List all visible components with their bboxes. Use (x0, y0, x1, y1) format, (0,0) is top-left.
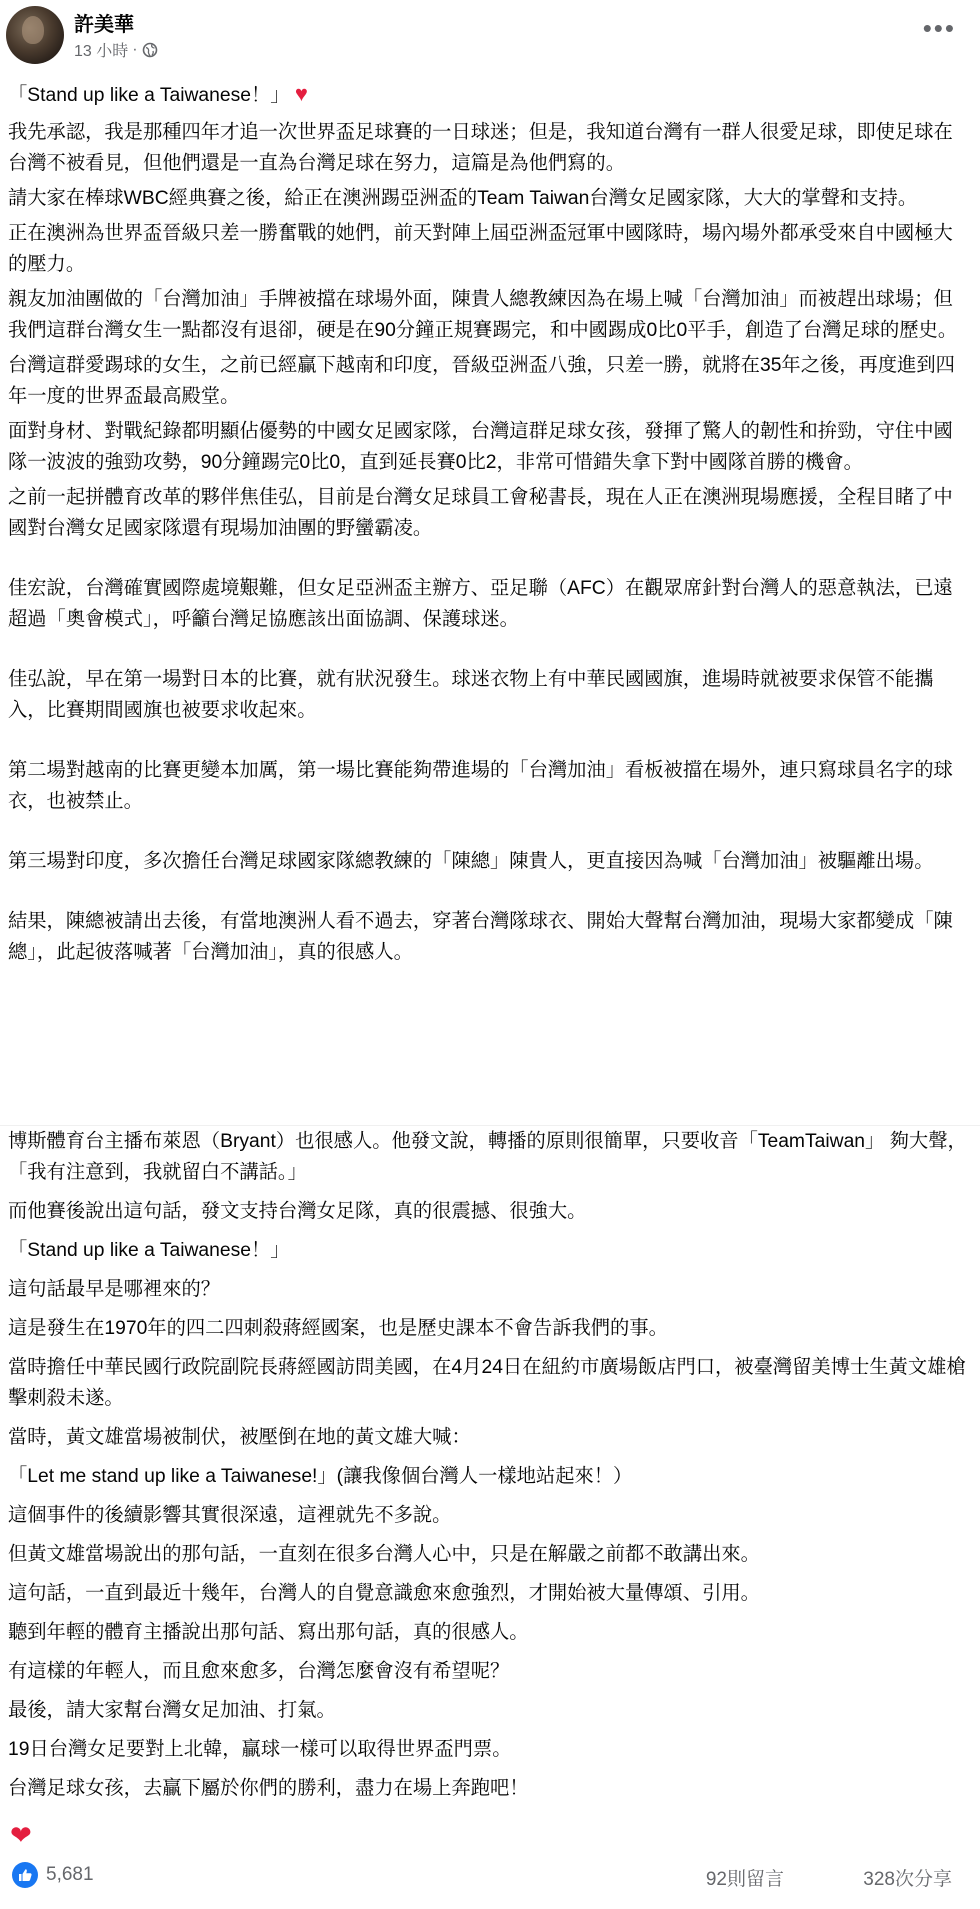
quote-paragraph: 這是發生在1970年的四二四刺殺蔣經國案，也是歷史課本不會告訴我們的事。 (8, 1318, 668, 1339)
heart-emoji-icon: ♥ (294, 81, 308, 106)
post-paragraph: 佳弘說，早在第一場對日本的比賽，就有狀況發生。球迷衣物上有中華民國國旗，進場時就被要求保管不能攜入，比賽期間國旗也被要求收起來。 (8, 669, 934, 721)
quote-paragraph: 但黃文雄當場說出的那句話，一直刻在很多台灣人心中，只是在解嚴之前都不敢講出來。 (8, 1544, 760, 1565)
quote-paragraph: 「Let me stand up like a Taiwanese!」(讓我像個台灣人一樣地站起來！） (8, 1466, 633, 1487)
quote-paragraph: 這個事件的後續影響其實很深遠，這裡就先不多說。 (8, 1505, 452, 1526)
comment-count[interactable]: 92則留言 (705, 1869, 784, 1890)
quote-paragraph: 當時擔任中華民國行政院副院長蔣經國訪問美國，在4月24日在紐約市廣場飯店門口，被臺灣留美博士生黃文雄槍擊刺殺未遂。 (8, 1357, 966, 1409)
post-paragraph: 佳宏說，台灣確實國際處境艱難，但女足亞洲盃主辦方、亞足聯（AFC）在觀眾席針對台灣人的惡意執法，已遠超過「奧會模式」，呼籲台灣足協應該出面協調、保護球迷。 (8, 578, 953, 630)
headline-quote: 「Stand up like a Taiwanese！」 (8, 85, 290, 106)
post-paragraph: 親友加油團做的「台灣加油」手牌被擋在球場外面，陳貴人總教練因為在場上喊「台灣加油」而被趕出球場；但我們這群台灣女生一點都沒有退卻，硬是在90分鐘正規賽踢完，和中國踢成0比0平手，創造了台灣足球的歷史。 (8, 289, 958, 341)
reactions-bar (0, 1856, 980, 1896)
post-paragraph: 請大家在棒球WBC經典賽之後，給正在澳洲踢亞洲盃的Team Taiwan台灣女足國家隊，大大的掌聲和支持。 (8, 188, 918, 209)
quote-paragraph: 「Stand up like a Taiwanese！」 (8, 1240, 290, 1261)
quote-paragraph: 博斯體育台主播布萊恩（Bryant）也很感人。他發文說，轉播的原則很簡單，只要收音「TeamTaiwan」 夠大聲，「我有注意到，我就留白不講話。」 (8, 1131, 967, 1183)
post-paragraph: 結果，陳總被請出去後，有當地澳洲人看不過去，穿著台灣隊球衣、開始大聲幫台灣加油，現場大家都變成「陳總」，此起彼落喊著「台灣加油」，真的很感人。 (8, 911, 953, 963)
more-options-icon[interactable]: ••• (922, 13, 956, 43)
post-meta (74, 38, 158, 61)
truncated-action-row (0, 1900, 980, 1909)
quote-paragraph: 19日台灣女足要對上北韓，贏球一樣可以取得世界盃門票。 (8, 1739, 512, 1760)
post-paragraph: 第二場對越南的比賽更變本加厲，第一場比賽能夠帶進場的「台灣加油」看板被擋在場外，連只寫球員名字的球衣，也被禁止。 (8, 760, 953, 812)
post-header (0, 0, 980, 80)
quote-paragraph: 當時，黃文雄當場被制伏，被壓倒在地的黃文雄大喊： (8, 1427, 471, 1448)
public-globe-icon (142, 42, 158, 58)
like-count[interactable]: 5,681 (46, 1864, 94, 1885)
quote-paragraph: 有這樣的年輕人，而且愈來愈多，台灣怎麼會沒有希望呢？ (8, 1661, 510, 1682)
post-timestamp[interactable]: 13 小時 (74, 43, 129, 60)
post-paragraph: 面對身材、對戰紀錄都明顯佔優勢的中國女足國家隊，台灣這群足球女孩，發揮了驚人的韌性和拚勁，守住中國隊一波波的強勁攻勢，90分鐘踢完0比0，直到延長賽0比2，非常可惜錯失拿下對中國隊首勝的機會。 (8, 421, 953, 473)
share-count[interactable]: 328次分享 (863, 1869, 952, 1890)
author-name[interactable]: 許美華 (74, 14, 134, 36)
post-paragraph: 正在澳洲為世界盃晉級只差一勝奮戰的她們，前天對陣上屆亞洲盃冠軍中國隊時，場內場外都承受來自中國極大的壓力。 (8, 223, 953, 275)
post-paragraph: 台灣這群愛踢球的女生，之前已經贏下越南和印度，晉級亞洲盃八強，只差一勝，就將在35年之後，再度進到四年一度的世界盃最高殿堂。 (8, 355, 955, 407)
post-paragraph: 我先承認，我是那種四年才追一次世界盃足球賽的一日球迷；但是，我知道台灣有一群人很愛足球，即使足球在台灣不被看見，但他們還是一直為台灣足球在努力，這篇是為他們寫的。 (8, 122, 953, 174)
post-paragraph (8, 78, 968, 111)
meta-separator: · (132, 40, 138, 58)
heart-emoji-icon: ❤ (10, 1820, 32, 1850)
quote-paragraph: 而他賽後說出這句話，發文支持台灣女足隊，真的很震撼、很強大。 (8, 1201, 587, 1222)
quote-paragraph: 這句話，一直到最近十幾年，台灣人的自覺意識愈來愈強烈，才開始被大量傳頌、引用。 (8, 1583, 760, 1604)
quote-paragraph: 台灣足球女孩，去贏下屬於你們的勝利，盡力在場上奔跑吧！ (8, 1778, 529, 1799)
post-paragraph: 第三場對印度，多次擔任台灣足球國家隊總教練的「陳總」陳貴人，更直接因為喊「台灣加油」被驅離出場。 (8, 851, 934, 872)
quote-paragraph: 這句話最早是哪裡來的？ (8, 1279, 221, 1300)
post-paragraph: 之前一起拼體育改革的夥伴焦佳弘，目前是台灣女足球員工會秘書長，現在人正在澳洲現場應援，全程目睹了中國對台灣女足國家隊還有現場加油團的野蠻霸凌。 (8, 487, 953, 539)
quoted-text-block (0, 1125, 980, 1799)
author-avatar[interactable] (6, 6, 64, 64)
like-thumb-icon[interactable] (12, 1862, 38, 1888)
quote-paragraph: 聽到年輕的體育主播說出那句話、寫出那句話，真的很感人。 (8, 1622, 529, 1643)
quote-paragraph: 最後，請大家幫台灣女足加油、打氣。 (8, 1700, 336, 1721)
post-body (8, 78, 968, 972)
